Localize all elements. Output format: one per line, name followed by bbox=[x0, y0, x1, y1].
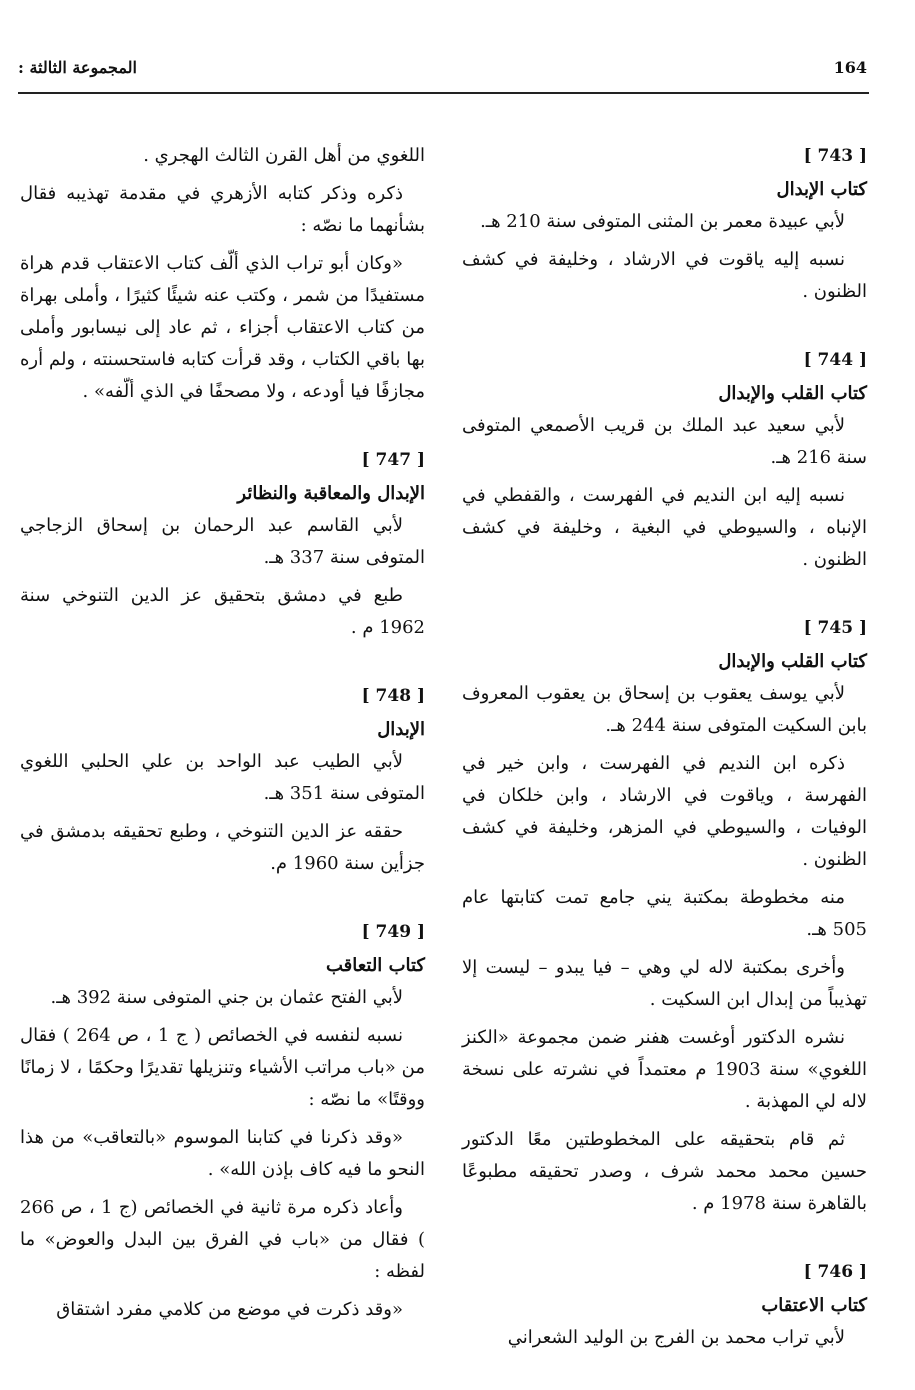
entry bbox=[20, 680, 425, 880]
entry-paragraph: لأبي القاسم عبد الرحمان بن إسحاق الزجاجي المتوفى سنة 337 هـ. bbox=[20, 515, 425, 568]
entry-title: الإبدال والمعاقبة والنظائر bbox=[237, 483, 425, 504]
entry-title: كتاب القلب والإبدال bbox=[718, 651, 867, 672]
entry-paragraph: لأبي سعيد عبد الملك بن قريب الأصمعي المتوفى سنة 216 هـ. bbox=[462, 415, 867, 468]
entry bbox=[20, 140, 425, 408]
entry-title: كتاب التعاقب bbox=[325, 955, 425, 976]
entry bbox=[462, 140, 867, 308]
entry-paragraph: وأعاد ذكره مرة ثانية في الخصائص (ج 1 ، ص 266 ) فقال من «باب في الفرق بين البدل والعوض» ما لفظه : bbox=[20, 1197, 425, 1282]
entry-number: [ 744 ] bbox=[803, 350, 867, 370]
entry-number: [ 748 ] bbox=[361, 686, 425, 706]
entry-paragraph: لأبي الفتح عثمان بن جني المتوفى سنة 392 هـ. bbox=[50, 987, 403, 1008]
entry-paragraph: نسبه إليه ابن النديم في الفهرست ، والقفطي في الإنباه ، والسيوطي في البغية ، وخليفة في كشف الظنون . bbox=[462, 485, 867, 570]
left-column bbox=[20, 140, 425, 1362]
entry-paragraph: نسبه إليه ياقوت في الارشاد ، وخليفة في كشف الظنون . bbox=[462, 249, 867, 302]
entry-paragraph: لأبي عبيدة معمر بن المثنى المتوفى سنة 210 هـ. bbox=[480, 211, 845, 232]
entry bbox=[462, 344, 867, 576]
entry bbox=[462, 612, 867, 1220]
running-title: المجموعة الثالثة : bbox=[18, 58, 137, 77]
entry-title: كتاب الإبدال bbox=[776, 179, 867, 200]
entry-paragraph: ذكره ابن النديم في الفهرست ، وابن خير في الفهرسة ، وياقوت في الارشاد ، وابن خلكان في الوفيات ، والسيوطي في المزهر، وخليفة في كشف الظنون . bbox=[462, 753, 867, 870]
entry-paragraph: لأبي الطيب عبد الواحد بن علي الحلبي اللغوي المتوفى سنة 351 هـ. bbox=[20, 751, 425, 804]
page-header bbox=[18, 56, 867, 88]
entry-paragraph: «وكان أبو تراب الذي ألّف كتاب الاعتقاب قدم هراة مستفيدًا من شمر ، وكتب عنه شيئًا كثيرًا ، وأملى بهراة من كتاب الاعتقاب أجزاء ، ثم عاد إلى نيسابور وأملى بها باقي الكتاب ، وقد قرأت كتابه فاستحسنته ، ولم أره مجازفًا فيا أودعه ، ولا مصحفًا في الذي ألّفه» . bbox=[20, 253, 425, 402]
entry-paragraph: «وقد ذكرت في موضع من كلامي مفرد اشتقاق bbox=[56, 1299, 403, 1320]
entry-paragraph: اللغوي من أهل القرن الثالث الهجري . bbox=[143, 145, 425, 166]
entry-title: كتاب القلب والإبدال bbox=[718, 383, 867, 404]
entry bbox=[20, 916, 425, 1326]
entry-paragraph: ثم قام بتحقيقه على المخطوطتين معًا الدكتور حسين محمد محمد شرف ، وصدر تحقيقه مطبوعًا بالقاهرة سنة 1978 م . bbox=[462, 1129, 867, 1214]
entry-paragraph: ذكره وذكر كتابه الأزهري في مقدمة تهذيبه فقال بشأنهما ما نصّه : bbox=[20, 183, 425, 236]
entry bbox=[20, 444, 425, 644]
entry-paragraph: «وقد ذكرنا في كتابنا الموسوم «بالتعاقب» من هذا النحو ما فيه كاف بإذن الله» . bbox=[20, 1127, 425, 1180]
page-number: 164 bbox=[833, 58, 867, 77]
entry-number: [ 749 ] bbox=[361, 922, 425, 942]
entry-paragraph: لأبي تراب محمد بن الفرج بن الوليد الشعراني bbox=[507, 1327, 845, 1348]
entry-paragraph: نسبه لنفسه في الخصائص ( ج 1 ، ص 264 ) فقال من «باب مراتب الأشياء وتنزيلها تقديرًا وحكمًا ، لا زمانًا ووقتًا» ما نصّه : bbox=[20, 1025, 425, 1110]
entry-paragraph: طبع في دمشق بتحقيق عز الدين التنوخي سنة 1962 م . bbox=[20, 585, 425, 638]
entry-number: [ 746 ] bbox=[803, 1262, 867, 1282]
entry-title: كتاب الاعتقاب bbox=[761, 1295, 867, 1316]
entry-paragraph: نشره الدكتور أوغست هفنر ضمن مجموعة «الكنز اللغوي» سنة 1903 م معتمداً في نشرته على نسخة لاله لي المهذبة . bbox=[462, 1027, 867, 1112]
header-rule bbox=[18, 92, 869, 94]
right-column bbox=[462, 140, 867, 1390]
entry-number: [ 747 ] bbox=[361, 450, 425, 470]
entry-paragraph: حققه عز الدين التنوخي ، وطبع تحقيقه بدمشق في جزأين سنة 1960 م. bbox=[20, 821, 425, 874]
entry-paragraph: وأخرى بمكتبة لاله لي وهي – فيا يبدو – ليست إلا تهذيباً من إبدال ابن السكيت . bbox=[462, 957, 867, 1010]
entry-number: [ 745 ] bbox=[803, 618, 867, 638]
entry-title: الإبدال bbox=[377, 719, 425, 740]
entry bbox=[462, 1256, 867, 1354]
entry-number: [ 743 ] bbox=[803, 146, 867, 166]
entry-paragraph: منه مخطوطة بمكتبة يني جامع تمت كتابتها عام 505 هـ. bbox=[462, 887, 867, 940]
entry-paragraph: لأبي يوسف يعقوب بن إسحاق بن يعقوب المعروف بابن السكيت المتوفى سنة 244 هـ. bbox=[462, 683, 867, 736]
